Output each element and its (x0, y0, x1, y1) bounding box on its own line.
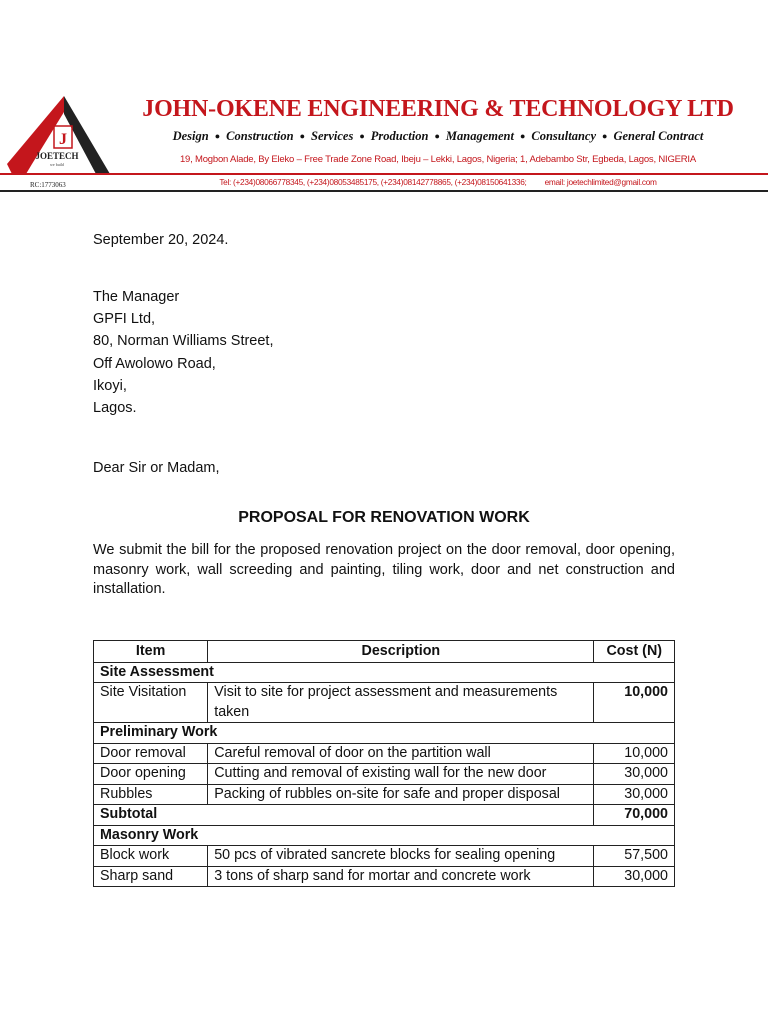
svg-text:J: J (59, 131, 67, 148)
header-cost: Cost (N) (594, 641, 675, 663)
divider (0, 190, 768, 192)
bullet-icon: ● (602, 131, 608, 141)
intro-paragraph: We submit the bill for the proposed renovation project on the door removal, door opening, masonry work, wall screeding and painting, tiling work, door and net construction and installation. (93, 542, 675, 597)
recipient-line: 80, Norman Williams Street, (93, 333, 274, 350)
service-general-contract: General Contract (613, 129, 704, 143)
bullet-icon: ● (434, 131, 440, 141)
contact-line (113, 177, 763, 187)
item-cell: Door opening (94, 764, 208, 785)
header-item: Item (94, 641, 208, 663)
letterhead (0, 0, 768, 196)
description-cell: Packing of rubbles on-site for safe and proper disposal (208, 784, 594, 805)
item-cell: Site Visitation (94, 683, 208, 723)
section-row (94, 723, 675, 744)
recipient-address (93, 286, 274, 419)
cost-cell: 30,000 (594, 764, 675, 785)
email-address: email: joetechlimited@gmail.com (544, 177, 657, 187)
description-cell: Visit to site for project assessment and measurements taken (208, 683, 594, 723)
table-row (94, 846, 675, 867)
table-row (94, 683, 675, 723)
company-logo (4, 94, 112, 194)
recipient-line: The Manager (93, 289, 180, 305)
rc-number: RC:1773063 (30, 181, 66, 189)
cost-cell: 57,500 (594, 846, 675, 867)
service-consultancy: Consultancy (531, 129, 596, 143)
service-design: Design (172, 129, 209, 143)
service-construction: Construction (226, 129, 294, 143)
bullet-icon: ● (214, 131, 221, 141)
cost-cell: 10,000 (594, 743, 675, 764)
service-production: Production (370, 129, 429, 143)
description-cell: 50 pcs of vibrated sancrete blocks for sealing opening (208, 846, 594, 867)
table-row (94, 866, 675, 887)
subtotal-cost: 70,000 (594, 805, 675, 826)
letter-date: September 20, 2024. (93, 232, 229, 248)
section-row (94, 662, 675, 683)
recipient-line: GPFI Ltd, (93, 311, 156, 328)
logo-tagline: we build (50, 162, 64, 167)
table-row (94, 743, 675, 764)
bill-table (93, 640, 675, 887)
item-cell: Rubbles (94, 784, 208, 805)
item-cell: Door removal (94, 743, 208, 764)
subtotal-row (94, 805, 675, 826)
description-cell: Careful removal of door on the partition wall (208, 743, 594, 764)
logo-text: JOETECH (35, 151, 79, 161)
cost-cell: 30,000 (594, 866, 675, 887)
section-label: Masonry Work (94, 825, 675, 846)
service-management: Management (445, 129, 514, 143)
proposal-title: PROPOSAL FOR RENOVATION WORK (238, 509, 530, 526)
service-services: Services (311, 129, 354, 143)
company-name: JOHN-OKENE ENGINEERING & TECHNOLOGY LTD (142, 96, 734, 122)
phone-numbers: Tel: (+234)08066778345, (+234)08053485175, (+234)08142778865, (+234)08150641336; (219, 177, 527, 187)
bullet-icon: ● (519, 131, 526, 141)
cost-cell: 10,000 (594, 683, 675, 723)
table-row (94, 764, 675, 785)
salutation: Dear Sir or Madam, (93, 460, 220, 476)
cost-cell: 30,000 (594, 784, 675, 805)
table-row (94, 784, 675, 805)
section-label: Site Assessment (94, 662, 675, 683)
description-cell: Cutting and removal of existing wall for the new door (208, 764, 594, 785)
bullet-icon: ● (299, 131, 305, 141)
item-cell: Sharp sand (94, 866, 208, 887)
table-header-row (94, 641, 675, 663)
subtotal-label: Subtotal (94, 805, 594, 826)
services-line (113, 129, 763, 144)
company-address: 19, Mogbon Alade, By Eleko – Free Trade Zone Road, Ibeju – Lekki, Lagos, Nigeria; 1, Adebambo Str, Egbeda, Lagos, NIGERIA (179, 154, 697, 165)
section-label: Preliminary Work (94, 723, 675, 744)
divider (0, 173, 768, 175)
section-row (94, 825, 675, 846)
item-cell: Block work (94, 846, 208, 867)
triangle-logo-icon (4, 94, 112, 190)
description-cell: 3 tons of sharp sand for mortar and concrete work (208, 866, 594, 887)
header-description: Description (208, 641, 594, 663)
recipient-line: Lagos. (93, 399, 137, 416)
recipient-line: Off Awolowo Road, (93, 355, 216, 372)
recipient-line: Ikoyi, (93, 377, 127, 394)
bullet-icon: ● (359, 131, 365, 141)
